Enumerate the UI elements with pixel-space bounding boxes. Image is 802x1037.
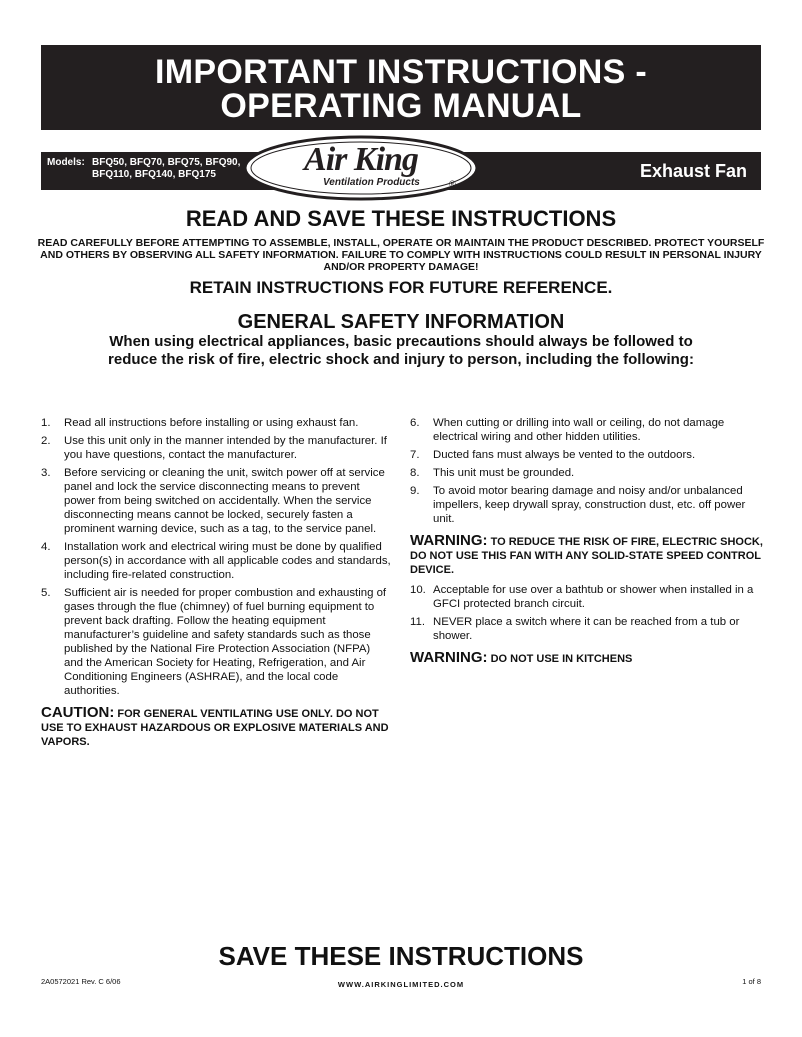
product-type: Exhaust Fan [639, 161, 747, 181]
brand-name: Air King [304, 141, 418, 178]
list-item: 7. Ducted fans must always be vented to the outdoors. [410, 449, 696, 461]
warning-notice-2 [410, 651, 765, 666]
warning-text-1: TO REDUCE THE RISK OF FIRE, ELECTRIC SHOCK, DO NOT USE THIS FAN WITH ANY SOLID-STATE SPEED CONTROL DEVICE. [410, 536, 763, 576]
list-item: 4. Installation work and electrical wiring must be done by qualified person(s) in accordance with all applicable codes and standards, including fire-related construction. [41, 541, 391, 581]
registered-mark: ® [449, 179, 456, 189]
caution-label: CAUTION: [41, 704, 115, 721]
models-list [47, 157, 240, 181]
brand-subtitle: Ventilation Products [323, 177, 420, 188]
brand-logo [243, 135, 479, 201]
page-number: 1 of 8 [742, 977, 761, 986]
title-banner [41, 45, 761, 130]
caution-text: FOR GENERAL VENTILATING USE ONLY. DO NOT USE TO EXHAUST HAZARDOUS OR EXPLOSIVE MATERIALS AND VAPORS. [41, 708, 389, 748]
list-item: 6. When cutting or drilling into wall or ceiling, do not damage electrical wiring and other hidden utilities. [410, 417, 725, 443]
list-item: 1. Read all instructions before installing or using exhaust fan. [41, 417, 359, 429]
list-item: 10. Acceptable for use over a bathtub or shower when installed in a GFCI protected branch circuit. [410, 584, 754, 610]
warning-text-2: DO NOT USE IN KITCHENS [490, 653, 633, 665]
document-code: 2A0572021 Rev. C 6/06 [41, 977, 121, 986]
read-carefully-paragraph: READ CAREFULLY BEFORE ATTEMPTING TO ASSEMBLE, INSTALL, OPERATE OR MAINTAIN THE PRODUCT DESCRIBED. PROTECT YOURSELF AND OTHERS BY OBSERVING ALL SAFETY INFORMATION. FAILURE TO COMPLY WITH INSTRUCTIONS COULD RESULT IN PERSONAL INJURY AND/OR PROPERTY DAMAGE! [37, 237, 765, 273]
right-column [410, 416, 765, 672]
general-safety-heading: GENERAL SAFETY INFORMATION [237, 311, 565, 333]
list-item: 8. This unit must be grounded. [410, 467, 575, 479]
title-line-1: IMPORTANT INSTRUCTIONS - [155, 53, 647, 91]
save-instructions-footer: SAVE THESE INSTRUCTIONS [218, 941, 584, 971]
retain-heading: RETAIN INSTRUCTIONS FOR FUTURE REFERENCE. [189, 278, 613, 297]
warning-notice-1 [410, 534, 765, 577]
list-item: 5. Sufficient air is needed for proper combustion and exhausting of gases through the flue (chimney) of fuel burning equipment to prevent back drafting. Follow the heating equipment manufacturer’s guideline and safety standards such as those published by the National Fire Protection Association (NFPA) and the American Society for Heating, Refrigeration, and Air Conditioning Engineers (ASHRAE), and the local code authorities. [41, 587, 387, 697]
list-item: 11. NEVER place a switch where it can be reached from a tub or shower. [410, 616, 740, 642]
list-item: 3. Before servicing or cleaning the unit, switch power off at service panel and lock the service disconnecting means to prevent power from being switched on accidentally. When the service disconnecting means cannot be locked, securely fasten a prominent warning device, such as a tag, to the service panel. [41, 467, 385, 535]
website-url: WWW.AIRKINGLIMITED.COM [337, 980, 465, 989]
models-label: Models: [47, 157, 85, 168]
models-line-1: BFQ50, BFQ70, BFQ75, BFQ90, [92, 157, 241, 168]
list-item: 9. To avoid motor bearing damage and noisy and/or unbalanced impellers, keep drywall spray, construction dust, etc. off power unit. [410, 485, 746, 525]
models-line-2: BFQ110, BFQ140, BFQ175 [92, 169, 216, 180]
left-column [41, 416, 391, 755]
warning-label-1: WARNING: [410, 532, 488, 549]
general-safety-subheading: When using electrical appliances, basic precautions should always be followed to reduce the risk of fire, electric shock and injury to person, including the following: [108, 333, 694, 368]
title-line-2: OPERATING MANUAL [220, 87, 582, 125]
warning-label-2: WARNING: [410, 649, 488, 666]
caution-notice [41, 706, 391, 749]
list-item: 2. Use this unit only in the manner intended by the manufacturer. If you have questions, contact the manufacturer. [41, 435, 387, 461]
read-save-heading: READ AND SAVE THESE INSTRUCTIONS [185, 206, 617, 231]
